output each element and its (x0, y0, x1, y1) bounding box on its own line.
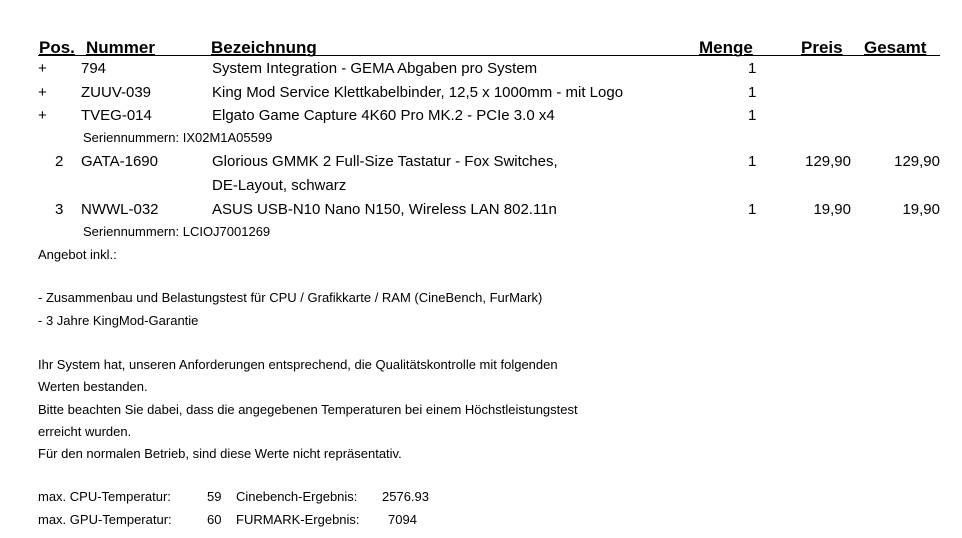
row-bezeichnung-cont: DE-Layout, schwarz (212, 177, 347, 194)
furmark-label: FURMARK-Ergebnis: (236, 512, 360, 527)
cpu-temp-label: max. CPU-Temperatur: (38, 489, 171, 504)
row-menge: 1 (748, 60, 757, 77)
row-pos: + (38, 60, 47, 77)
header-divider (38, 55, 940, 56)
row-bezeichnung: King Mod Service Klettkabelbinder, 12,5 x 1000mm - mit Logo (212, 84, 624, 101)
gpu-temp-value: 60 (207, 512, 222, 527)
cpu-temp-value: 59 (207, 489, 222, 504)
gpu-temp-label: max. GPU-Temperatur: (38, 512, 172, 527)
quality-text: Ihr System hat, unseren Anforderungen entsprechend, die Qualitätskontrolle mit folgenden (38, 357, 558, 372)
cinebench-value: 2576.93 (382, 489, 429, 504)
row-pos: + (38, 107, 47, 124)
row-preis: 19,90 (813, 201, 851, 218)
row-serial: Seriennummern: IX02M1A05599 (83, 130, 273, 145)
row-pos: + (38, 84, 47, 101)
quality-text: Werten bestanden. (38, 379, 148, 394)
row-serial: Seriennummern: LCIOJ7001269 (83, 224, 271, 239)
offer-included-label: Angebot inkl.: (38, 247, 117, 262)
header-pos: Pos. (39, 38, 75, 57)
row-menge: 1 (748, 107, 757, 124)
cinebench-label: Cinebench-Ergebnis: (236, 489, 358, 504)
row-pos: 3 (55, 201, 64, 218)
header-preis: Preis (801, 38, 843, 57)
header-menge: Menge (699, 38, 753, 57)
furmark-value: 7094 (388, 512, 417, 527)
row-bezeichnung: Glorious GMMK 2 Full-Size Tastatur - Fox Switches, (212, 153, 558, 170)
row-bezeichnung: ASUS USB-N10 Nano N150, Wireless LAN 802.11n (212, 201, 557, 218)
row-pos: 2 (55, 153, 64, 170)
row-gesamt: 129,90 (894, 153, 940, 170)
offer-bullet: - Zusammenbau und Belastungstest für CPU / Grafikkarte / RAM (CineBench, FurMark) (38, 290, 543, 305)
row-preis: 129,90 (805, 153, 851, 170)
header-nummer: Nummer (86, 38, 155, 57)
quality-text: erreicht wurden. (38, 424, 132, 439)
header-gesamt: Gesamt (864, 38, 927, 57)
row-gesamt: 19,90 (902, 201, 940, 218)
quality-text: Für den normalen Betrieb, sind diese Werte nicht repräsentativ. (38, 446, 402, 461)
row-menge: 1 (748, 84, 757, 101)
row-nummer: TVEG-014 (81, 107, 152, 124)
row-menge: 1 (748, 153, 757, 170)
offer-bullet: - 3 Jahre KingMod-Garantie (38, 313, 199, 328)
row-nummer: GATA-1690 (81, 153, 158, 170)
row-bezeichnung: Elgato Game Capture 4K60 Pro MK.2 - PCIe 3.0 x4 (212, 107, 555, 124)
row-menge: 1 (748, 201, 757, 218)
row-nummer: 794 (81, 60, 107, 77)
quality-text: Bitte beachten Sie dabei, dass die angegebenen Temperaturen bei einem Höchstleistungstest (38, 402, 578, 417)
row-nummer: ZUUV-039 (81, 84, 152, 101)
header-bezeichnung: Bezeichnung (211, 38, 317, 57)
row-bezeichnung: System Integration - GEMA Abgaben pro System (212, 60, 538, 77)
row-nummer: NWWL-032 (81, 201, 159, 218)
